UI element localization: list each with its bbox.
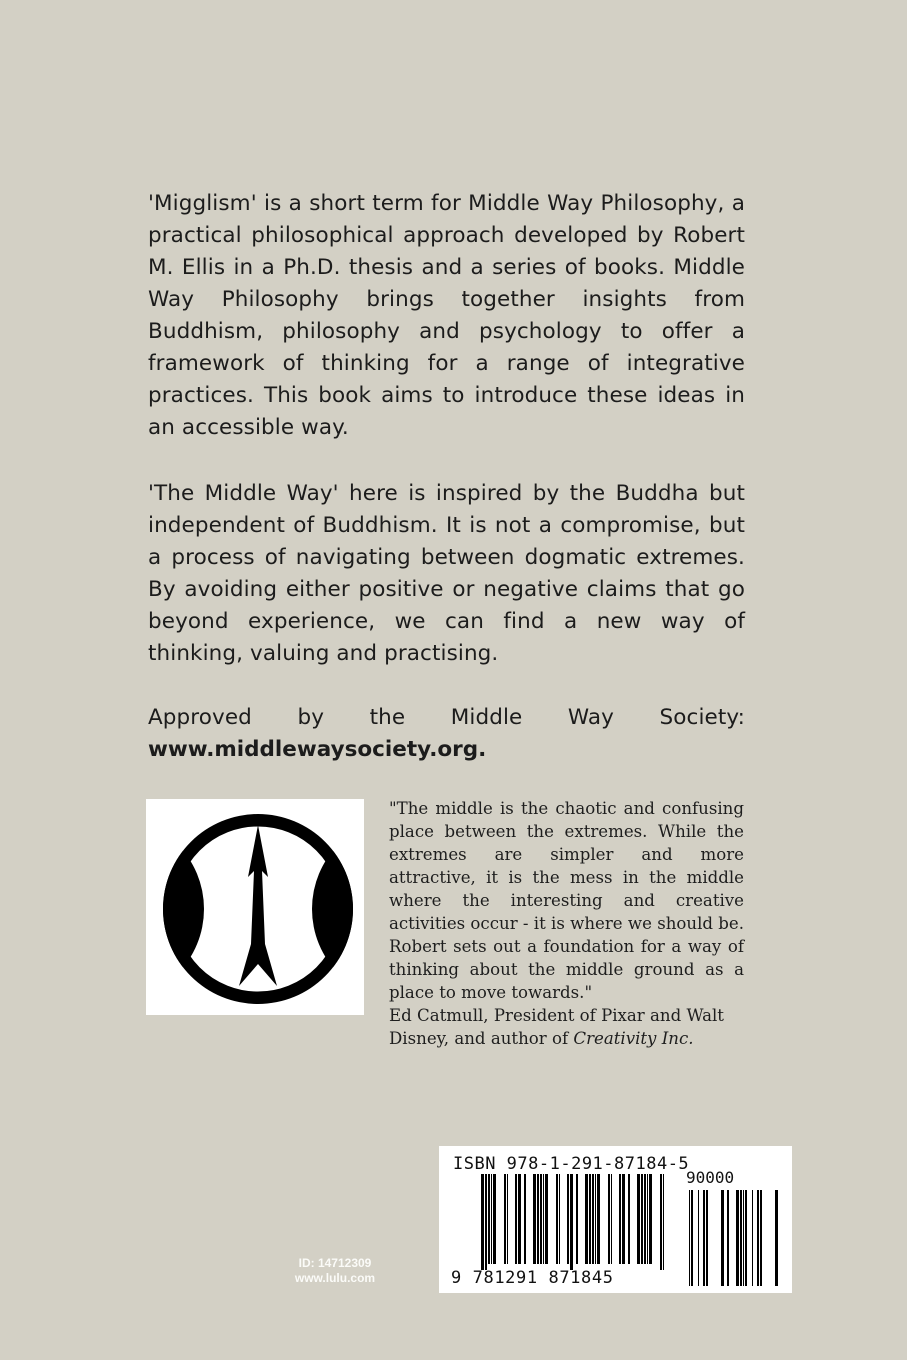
price-code: 90000 — [686, 1168, 735, 1187]
barcode-bar — [597, 1174, 600, 1264]
barcode-bar — [663, 1174, 664, 1270]
barcode-bar — [576, 1174, 578, 1264]
barcode-bar — [649, 1174, 652, 1264]
blurb-paragraph-1: 'Migglism' is a short term for Middle Way Philosophy, a practical philosophical approach developed by Robert M. Ellis in a Ph.D. thesis and a series of books. Middle Way Philosophy brings together insights from Buddhism, philosophy and psychology to offer a framework of thinking for a range of integrative practices. This book aims to introduce these ideas in an accessible way. — [148, 191, 745, 440]
barcode-bar — [619, 1174, 621, 1264]
publisher-id: ID: 14712309 — [298, 1256, 372, 1270]
endorsement-quote: "The middle is the chaotic and confusing place between the extremes. While the extremes are simpler and more attractive, it is the mess in the middle where the interesting and creative activities occur - it is where we should be. Robert sets out a foundation for a way of thinking about the middle ground as a place to move towards." — [389, 799, 744, 1002]
barcode-bar — [660, 1174, 662, 1270]
addon-bar — [736, 1190, 739, 1286]
logo-panel — [146, 799, 364, 1015]
barcode-bar — [641, 1174, 643, 1264]
barcode-bar — [515, 1174, 517, 1264]
barcode-bar — [589, 1174, 591, 1264]
barcode-bar — [567, 1174, 569, 1264]
endorsement-author: Ed Catmull, President of Pixar and Walt Disney, and author of — [389, 1006, 724, 1048]
endorsement-book-title: Creativity Inc. — [573, 1029, 694, 1048]
addon-bar — [689, 1190, 690, 1286]
addon-bar — [706, 1190, 708, 1286]
addon-bar — [727, 1190, 729, 1286]
addon-bar — [775, 1190, 778, 1286]
addon-bar — [721, 1190, 724, 1286]
barcode-bar — [491, 1174, 492, 1264]
barcode-bar — [585, 1174, 588, 1264]
blurb-paragraph-2: 'The Middle Way' here is inspired by the Buddha but independent of Buddhism. It is not a compromise, but a process of navigating between dogmatic extremes. By avoiding either positive or negative claims that go beyond experience, we can find a new way of thinking, valuing and practising. — [148, 481, 745, 666]
addon-bar — [691, 1190, 693, 1286]
addon-bar — [757, 1190, 759, 1286]
addon-bar — [740, 1190, 742, 1286]
barcode-bar — [559, 1174, 560, 1264]
barcode-bar — [485, 1174, 487, 1270]
barcode-bar — [481, 1174, 484, 1270]
barcode-bar — [518, 1174, 521, 1264]
addon-bar — [743, 1190, 744, 1286]
addon-bar — [703, 1190, 705, 1286]
barcode-bar — [537, 1174, 539, 1264]
addon-bar — [760, 1190, 762, 1286]
barcode-bar — [543, 1174, 544, 1264]
addon-bar — [752, 1190, 753, 1286]
barcode-bar — [647, 1174, 648, 1264]
isbn-label: ISBN 978-1-291-87184-5 — [453, 1154, 690, 1174]
middle-way-society-logo-icon — [146, 799, 364, 1015]
approval-url: www.middlewaysociety.org. — [148, 737, 487, 762]
barcode-bar — [507, 1174, 508, 1264]
barcode-bar — [637, 1174, 640, 1264]
barcode-bar — [556, 1174, 558, 1264]
barcode-bar — [493, 1174, 496, 1264]
publisher-url: www.lulu.com — [294, 1271, 376, 1285]
barcode-bar — [540, 1174, 542, 1264]
barcode-bar — [504, 1174, 506, 1264]
barcode-bar — [570, 1174, 573, 1270]
barcode-bar — [611, 1174, 612, 1264]
barcode-bar — [488, 1174, 490, 1264]
barcode-bar — [608, 1174, 610, 1264]
barcode-bar — [628, 1174, 630, 1264]
barcode-panel — [439, 1146, 792, 1293]
endorsement-attribution — [389, 1004, 744, 1050]
addon-bar — [745, 1190, 747, 1286]
barcode-bar — [545, 1174, 548, 1264]
endorsement-quote-block — [389, 797, 744, 1050]
addon-bar — [698, 1190, 699, 1286]
barcode-bar — [524, 1174, 526, 1264]
publisher-info — [280, 1256, 390, 1286]
barcode-bar — [622, 1174, 625, 1264]
barcode-bar — [644, 1174, 646, 1264]
barcode-bar — [595, 1174, 596, 1264]
barcode-bar — [592, 1174, 594, 1264]
ean-digits: 9 781291 871845 — [451, 1268, 614, 1288]
barcode-bar — [533, 1174, 536, 1264]
approval-text: Approved by the Middle Way Society: — [148, 705, 745, 730]
